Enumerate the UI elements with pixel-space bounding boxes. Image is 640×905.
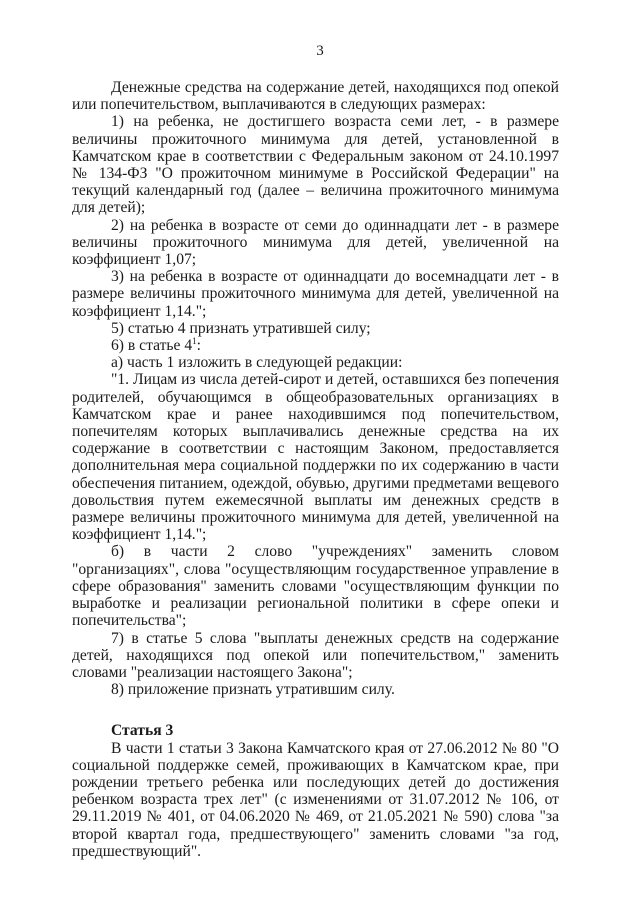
- paragraph-item-6: [72, 337, 559, 354]
- paragraph-item-3: 3) на ребенка в возрасте от одиннадцати до восемнадцати лет - в размере величины прожиточного минимума для детей, увеличенной на коэффициент 1,14.";: [72, 268, 559, 320]
- page-number: 3: [316, 43, 324, 59]
- paragraph-intro: Денежные средства на содержание детей, находящихся под опекой или попечительством, выплачиваются в следующих размерах:: [72, 79, 559, 114]
- paragraph-subitem-b: б) в части 2 слово "учреждениях" заменить словом "организациях", слова "осуществляющим государственное управление в сфере образования" заменить словами "осуществляющим функции по выработке и реализации региональной политики в сфере опеки и попечительства";: [72, 543, 559, 630]
- paragraph-item-6-text: 6) в статье 4: [111, 337, 193, 355]
- paragraph-item-2: 2) на ребенка в возрасте от семи до одиннадцати лет - в размере величины прожиточного минимума для детей, увеличенной на коэффициент 1,07;: [72, 216, 559, 269]
- article-heading: Статья 3: [111, 722, 174, 740]
- paragraph-item-5: 5) статью 4 признать утратившей силу;: [111, 319, 371, 337]
- paragraph-item-1: 1) на ребенка, не достигшего возраста семи лет, - в размере величины прожиточного минимума для детей, установленной в Камчатском крае в соответствии с Федеральным законом от 24.10.1997 № 134-ФЗ "О прожиточном минимуме в Российской Федерации" на текущий календарный год (далее – величина прожиточного минимума для детей);: [72, 113, 559, 217]
- paragraph-article-3: В части 1 статьи 3 Закона Камчатского края от 27.06.2012 № 80 "О социальной поддержке семей, проживающих в Камчатском крае, при рождении третьего ребенка или последующих детей до достижения ребенком возраста трех лет" (с изменениями от 31.07.2012 № 106, от 29.11.2019 № 401, от 04.06.2020 № 469, от 21.05.2021 № 590) слова "за второй квартал года, предшествующего" заменить словами "за год, предшествующий".: [72, 739, 559, 860]
- paragraph-quoted-part-1: "1. Лицам из числа детей-сирот и детей, оставшихся без попечения родителей, обучающимся в общеобразовательных организациях в Камчатском крае и ранее находившимся под попечительством, попечителям которых выплачивались денежные средства на их содержание в соответствии с настоящим Законом, предоставляется дополнительная мера социальной поддержки по их содержанию в части обеспечения питанием, одеждой, обувью, другими предметами вещевого довольствия путем ежемесячной выплаты им денежных средств в размере величины прожиточного минимума для детей, увеличенной на коэффициент 1,14.";: [72, 371, 559, 544]
- paragraph-subitem-a: а) часть 1 изложить в следующей редакции:: [111, 354, 403, 372]
- paragraph-item-6-end: :: [196, 337, 201, 355]
- document-body: [72, 79, 559, 860]
- paragraph-item-7: 7) в статье 5 слова "выплаты денежных средств на содержание детей, находящихся под опекой или попечительством," заменить словами "реализации настоящего Закона";: [72, 629, 559, 681]
- paragraph-item-8: 8) приложение признать утратившим силу.: [111, 681, 395, 699]
- superscript-mark: 1: [192, 336, 197, 347]
